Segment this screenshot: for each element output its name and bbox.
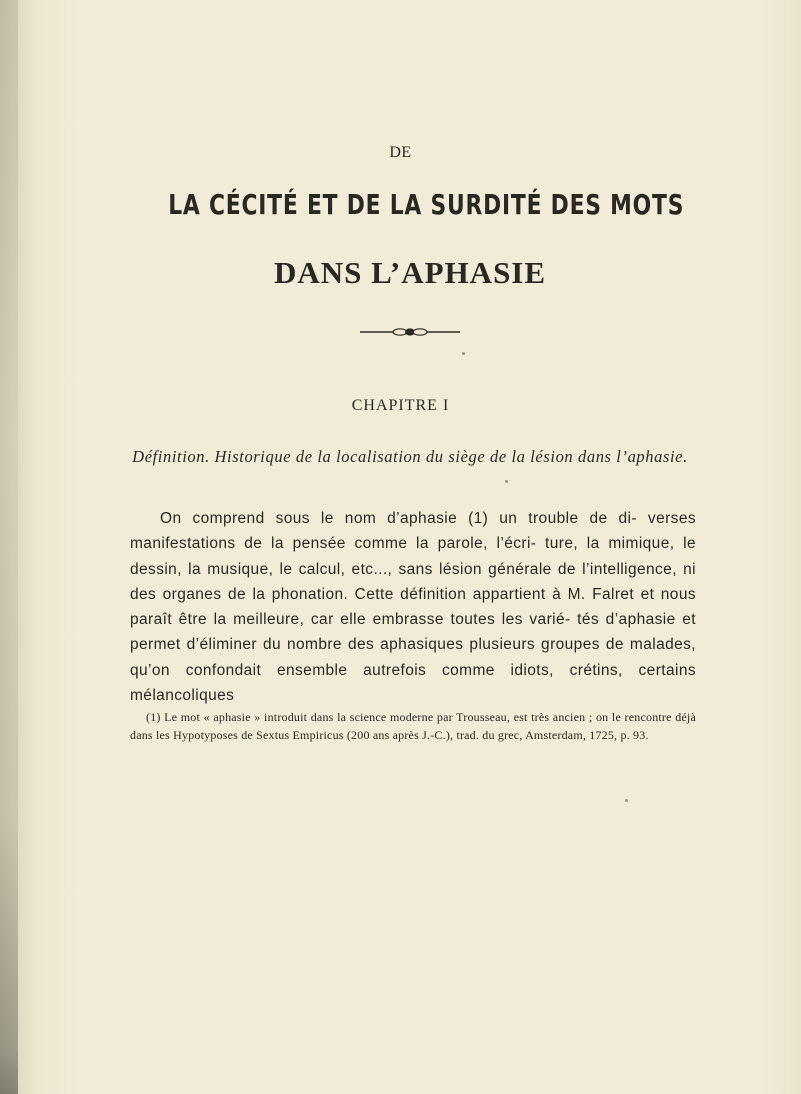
paper-speck — [505, 480, 508, 483]
ornament-divider — [360, 326, 460, 338]
chapter-heading: CHAPITRE I — [351, 397, 450, 414]
body-text — [130, 506, 696, 708]
paper-speck — [625, 799, 628, 802]
footnote-text: (1) Le mot « aphasie » introduit dans la science moderne par Trousseau, est très ancien ; on le rencontre déjà dans les Hypotyposes de Sextus Empiricus (200 ans après J.-C.), trad. du grec, Amsterdam, 1725, p. 93. — [130, 710, 696, 742]
chapter-subtitle: Définition. Historique de la localisation du siège de la lésion dans l’aphasie. — [132, 447, 688, 466]
footnote — [130, 709, 696, 744]
paper-speck — [462, 352, 465, 355]
page-edge-shadow — [0, 0, 18, 1094]
body-paragraph: On comprend sous le nom d’aphasie (1) un trouble de di- verses manifestations de la pensée comme la parole, l’écri- ture, la mimique, le dessin, la musique, le calcul, etc..., sans lésion générale de l’intelligence, ni des organes de la phonation. Cette définition appartient à M. Falret et nous paraît être la meilleure, car elle embrasse toutes les varié- tés d’aphasie et permet d’éliminer du nombre des aphasiques plusieurs groupes de malades, qu’on confondait ensemble autrefois comme idiots, crétins, certains mélancoliques — [130, 510, 696, 705]
title-line-2: DANS L’APHASIE — [273, 255, 547, 290]
title-preposition: DE — [389, 144, 412, 161]
title-line-1: LA CÉCITÉ ET DE LA SURDITÉ DES MOTS — [168, 188, 685, 221]
